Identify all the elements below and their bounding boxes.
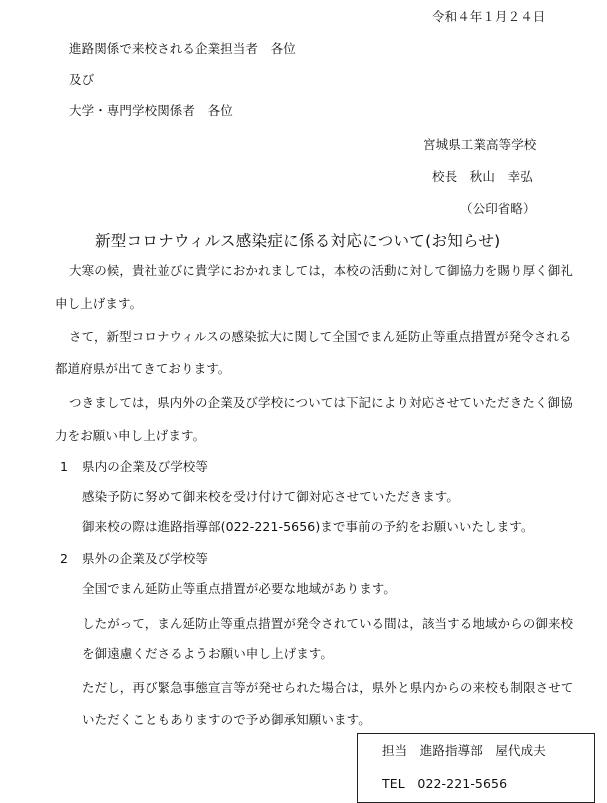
section2-number: 2 — [60, 551, 69, 566]
date: 令和４年１月２４日 — [432, 9, 546, 24]
section2-line: ただし，再び緊急事態宣言等が発せられた場合は，県外と県内からの来校も制限させて — [82, 680, 574, 695]
section2-line: したがって，まん延防止等重点措置が発令されている間は，該当する地域からの御来校 — [82, 616, 574, 631]
section1-line: 感染予防に努めて御来校を受け付けて御対応させていただきます。 — [82, 489, 460, 504]
recipient-schools: 大学・専門学校関係者 各位 — [69, 103, 233, 118]
recipient-companies: 進路関係で来校される企業担当者 各位 — [69, 41, 296, 56]
contact-tel: TEL 022-221-5656 — [382, 776, 508, 791]
section2-line: 全国でまん延防止等重点措置が必要な地域があります。 — [82, 581, 397, 596]
section2-line: を御遠慮くださるようお願い申し上げます。 — [82, 646, 334, 661]
recipient-conjunction: 及び — [69, 72, 95, 87]
contact-box — [357, 733, 595, 803]
sender-school: 宮城県工業高等学校 — [423, 137, 537, 152]
para3-line2: 力をお願い申し上げます。 — [55, 428, 206, 443]
para2-line2: 都道府県が出てきております。 — [55, 361, 231, 376]
section2-heading: 県外の企業及び学校等 — [82, 551, 209, 566]
section1-line: 御来校の際は進路指導部(022-221-5656)まで事前の予約をお願いいたします。 — [82, 519, 534, 534]
para3-line1: つきましては，県内外の企業及び学校については下記により対応させていただきたく御協 — [69, 395, 573, 410]
para1-line1: 大寒の候，貴社並びに貴学におかれましては，本校の活動に対して御協力を賜り厚く御礼 — [69, 263, 574, 278]
section1-number: 1 — [60, 459, 69, 474]
para1-line2: 申し上げます。 — [55, 296, 143, 311]
seal-omitted-note: （公印省略） — [460, 201, 536, 216]
contact-person: 担当 進路指導部 屋代成夫 — [382, 743, 546, 758]
document-title: 新型コロナウィルス感染症に係る対応について(お知らせ) — [95, 232, 501, 250]
para2-line1: さて，新型コロナウィルスの感染拡大に関して全国でまん延防止等重点措置が発令される — [69, 329, 572, 344]
section1-heading: 県内の企業及び学校等 — [82, 459, 209, 474]
sender-principal: 校長 秋山 幸弘 — [432, 169, 533, 184]
section2-line: いただくこともありますので予め御承知願います。 — [82, 712, 371, 727]
